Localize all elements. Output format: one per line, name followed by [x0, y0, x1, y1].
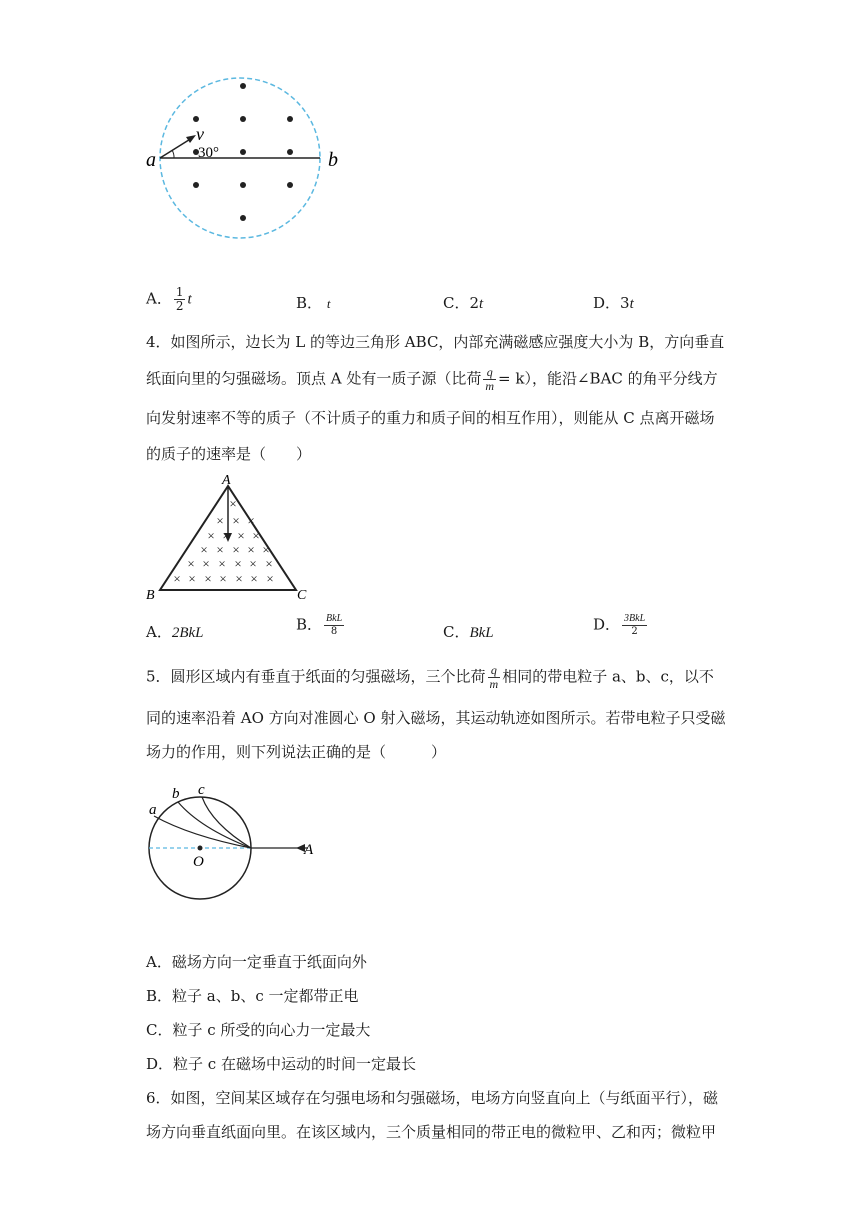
label-source-a: A — [304, 842, 314, 858]
q4-option-b: B． $\frac{\text{BkL}}{8}$ — [296, 613, 343, 637]
label-angle: 30° — [198, 145, 219, 161]
label-v: v — [196, 124, 204, 144]
q4-option-c: C．BkL — [443, 623, 494, 641]
q4-line4: 的质子的速率是（ ） — [146, 445, 312, 463]
q4-line1: 4．如图所示，边长为 L 的等边三角形 ABC，内部充满磁感应强度大小为 B，方向垂直 — [146, 333, 725, 351]
figure-circle-field — [140, 70, 350, 245]
svg-text:×: × — [173, 571, 181, 586]
svg-text:×: × — [234, 556, 242, 571]
q5-option-d: D．粒子 c 在磁场中运动的时间一定最长 — [146, 1055, 416, 1073]
label-b: b — [172, 786, 180, 802]
svg-text:×: × — [216, 513, 224, 528]
q5-option-b: B．粒子 a、b、c 一定都带正电 — [146, 987, 359, 1005]
svg-text:×: × — [262, 542, 270, 557]
svg-text:×: × — [265, 556, 273, 571]
fraction: $\frac{1}{2}$ — [175, 285, 184, 313]
svg-text:×: × — [237, 528, 245, 543]
q4-line3: 向发射速率不等的质子（不计质子的重力和质子间的相互作用），则能从 C 点离开磁场 — [146, 409, 715, 427]
svg-text:×: × — [247, 513, 255, 528]
velocity-arrow — [160, 138, 192, 158]
svg-text:×: × — [218, 556, 226, 571]
svg-text:×: × — [232, 542, 240, 557]
q3-option-c: C．2t — [443, 294, 484, 312]
svg-text:×: × — [250, 571, 258, 586]
q5-line3: 场力的作用，则下列说法正确的是（ ） — [146, 743, 447, 761]
angle-arc — [172, 150, 174, 158]
label-vertex-c: C — [297, 588, 307, 603]
label-a: a — [149, 802, 157, 818]
q5-line1: 5．圆形区域内有垂直于纸面的匀强磁场，三个比荷 $\frac{q}{m}$ 相同的带电粒子 a、b、c，以不 — [146, 663, 714, 691]
svg-text:×: × — [219, 571, 227, 586]
q3-option-a: A． $\frac{1}{2}$ t — [146, 285, 192, 313]
q5-line2: 同的速率沿着 AO 方向对准圆心 O 射入磁场，其运动轨迹如图所示。若带电粒子只受磁 — [146, 709, 726, 727]
svg-text:×: × — [204, 571, 212, 586]
svg-text:×: × — [247, 542, 255, 557]
velocity-arrowhead — [186, 135, 196, 143]
q6-line1: 6．如图，空间某区域存在匀强电场和匀强磁场，电场方向竖直向上（与纸面平行），磁 — [146, 1089, 719, 1107]
trajectory-a — [154, 816, 251, 848]
svg-text:×: × — [200, 542, 208, 557]
svg-text:×: × — [229, 496, 237, 511]
label-c: c — [198, 782, 205, 798]
q4-option-a: A．2BkL — [146, 623, 204, 641]
svg-text:×: × — [266, 571, 274, 586]
q6-line2: 场方向垂直纸面向里。在该区域内，三个质量相同的带正电的微粒甲、乙和丙；微粒甲 — [146, 1123, 717, 1141]
q4-line2: 纸面向里的匀强磁场。顶点 A 处有一质子源（比荷 $\frac{q}{m}$ = k），能沿∠BAC 的角平分线方 — [146, 365, 718, 393]
label-vertex-a: A — [222, 473, 231, 488]
svg-text:×: × — [232, 513, 240, 528]
label-b: b — [328, 149, 338, 171]
label-a: a — [146, 149, 156, 171]
q5-option-a: A．磁场方向一定垂直于纸面向外 — [146, 953, 367, 971]
figure-trajectories — [140, 780, 330, 905]
field-crosses — [173, 496, 273, 586]
svg-text:×: × — [252, 528, 260, 543]
svg-text:×: × — [235, 571, 243, 586]
q3-option-b: B． t — [296, 294, 331, 312]
svg-text:×: × — [202, 556, 210, 571]
svg-text:×: × — [187, 556, 195, 571]
svg-text:×: × — [188, 571, 196, 586]
label-vertex-b: B — [146, 588, 155, 603]
q3-option-d: D．3t — [593, 294, 634, 312]
svg-text:×: × — [222, 528, 230, 543]
svg-text:×: × — [249, 556, 257, 571]
figure-triangle-field — [140, 470, 320, 605]
svg-text:×: × — [207, 528, 215, 543]
label-o: O — [193, 854, 204, 870]
center-dot — [198, 846, 203, 851]
q5-option-c: C．粒子 c 所受的向心力一定最大 — [146, 1021, 371, 1039]
q4-option-d: D． $\frac{\text{3BkL}}{2}$ — [593, 613, 646, 637]
svg-text:×: × — [216, 542, 224, 557]
